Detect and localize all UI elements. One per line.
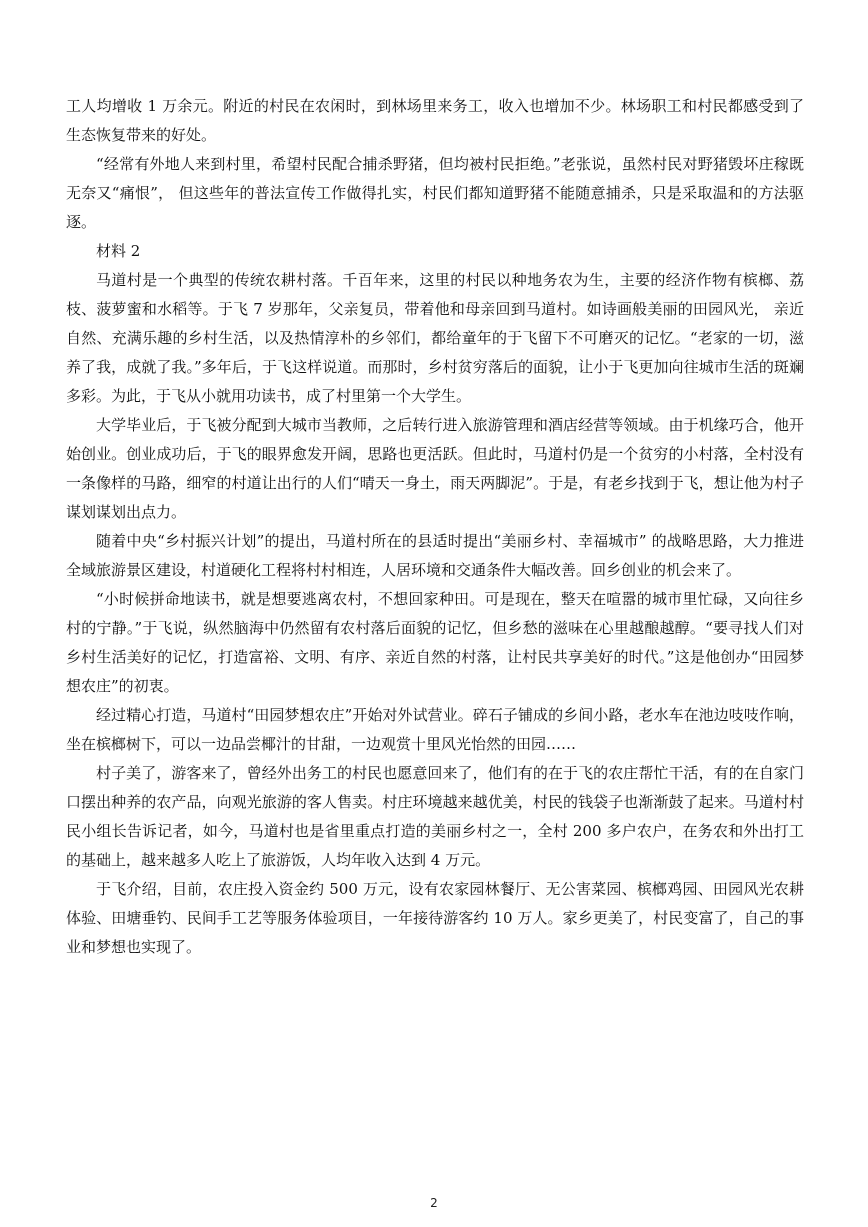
paragraph-villagers-return: 村子美了，游客来了，曾经外出务工的村民也愿意回来了，他们有的在于飞的农庄帮忙干活，有的在自家门口摆出种养的农产品，向观光旅游的客人售卖。村庄环境越来越优美，村民的钱袋子也渐渐鼓了起来。马道村村民小组长告诉记者，如今，马道村也是省里重点打造的美丽乡村之一，全村 200 多户农户，在务农和外出打工的基础上，越来越多人吃上了旅游饭，人均年收入达到 4 万元。 — [66, 764, 804, 869]
paragraph-farm-opening: 经过精心打造，马道村“田园梦想农庄”开始对外试营业。碎石子铺成的乡间小路，老水车在池边吱吱作响，坐在槟榔树下，可以一边品尝椰汁的甘甜，一边观赏十里风光怡然的田园…… — [66, 706, 804, 753]
paragraph-madao-village: 马道村是一个典型的传统农耕村落。千百年来，这里的村民以种地务农为生，主要的经济作物有槟榔、荔枝、菠萝蜜和水稻等。于飞 7 岁那年，父亲复员，带着他和母亲回到马道村。如诗画般美丽的田园风光， 亲近自然、充满乐趣的乡村生活，以及热情淳朴的乡邻们，都给童年的于飞留下不可磨灭的记忆。“老家的一切，滋养了我，成就了我。”多年后，于飞这样说道。而那时，乡村贫穷落后的面貌，让小于飞更加向往城市生活的斑斓多彩。为此，于飞从小就用功读书，成了村里第一个大学生。 — [66, 271, 804, 405]
paragraph-childhood-quote: “小时候拼命地读书，就是想要逃离农村，不想回家种田。可是现在，整天在喧嚣的城市里忙碌，又向往乡村的宁静。”于飞说，纵然脑海中仍然留有农村落后面貌的记忆，但乡愁的滋味在心里越酿越醇。“要寻找人们对乡村生活美好的记忆，打造富裕、文明、有序、亲近自然的村落，让村民共享美好的时代。”这是他创办“田园梦想农庄”的初衷。 — [66, 590, 804, 695]
paragraph-quote-lao-zhang: “经常有外地人来到村里，希望村民配合捕杀野猪，但均被村民拒绝。”老张说，虽然村民对野猪毁坏庄稼既无奈又“痛恨”， 但这些年的普法宣传工作做得扎实，村民们都知道野猪不能随意捕杀，只是采取温和的方法驱逐。 — [66, 155, 804, 231]
document-body — [66, 92, 804, 962]
paragraph-continuation: 工人均增收 1 万余元。附近的村民在农闲时，到林场里来务工，收入也增加不少。林场职工和村民都感受到了生态恢复带来的好处。 — [66, 97, 804, 144]
page-number: 2 — [430, 1196, 438, 1210]
paragraph-after-graduation: 大学毕业后，于飞被分配到大城市当教师，之后转行进入旅游管理和酒店经营等领域。由于机缘巧合，他开始创业。创业成功后，于飞的眼界愈发开阔，思路也更活跃。但此时，马道村仍是一个贫穷的小村落，全村没有一条像样的马路，细窄的村道让出行的人们“晴天一身土，雨天两脚泥”。于是，有老乡找到于飞，想让他为村子谋划谋划出点力。 — [66, 416, 804, 521]
section-heading-material-2: 材料 2 — [96, 242, 141, 260]
paragraph-yu-fei-introduction: 于飞介绍，目前，农庄投入资金约 500 万元，设有农家园林餐厅、无公害菜园、槟榔鸡园、田园风光农耕体验、田塘垂钓、民间手工艺等服务体验项目，一年接待游客约 10 万人。家乡更美了，村民变富了，自己的事业和梦想也实现了。 — [66, 880, 804, 956]
paragraph-rural-revitalization: 随着中央“乡村振兴计划”的提出，马道村所在的县适时提出“美丽乡村、幸福城市” 的战略思路，大力推进全域旅游景区建设，村道硬化工程将村村相连，人居环境和交通条件大幅改善。回乡创业的机会来了。 — [66, 532, 804, 579]
